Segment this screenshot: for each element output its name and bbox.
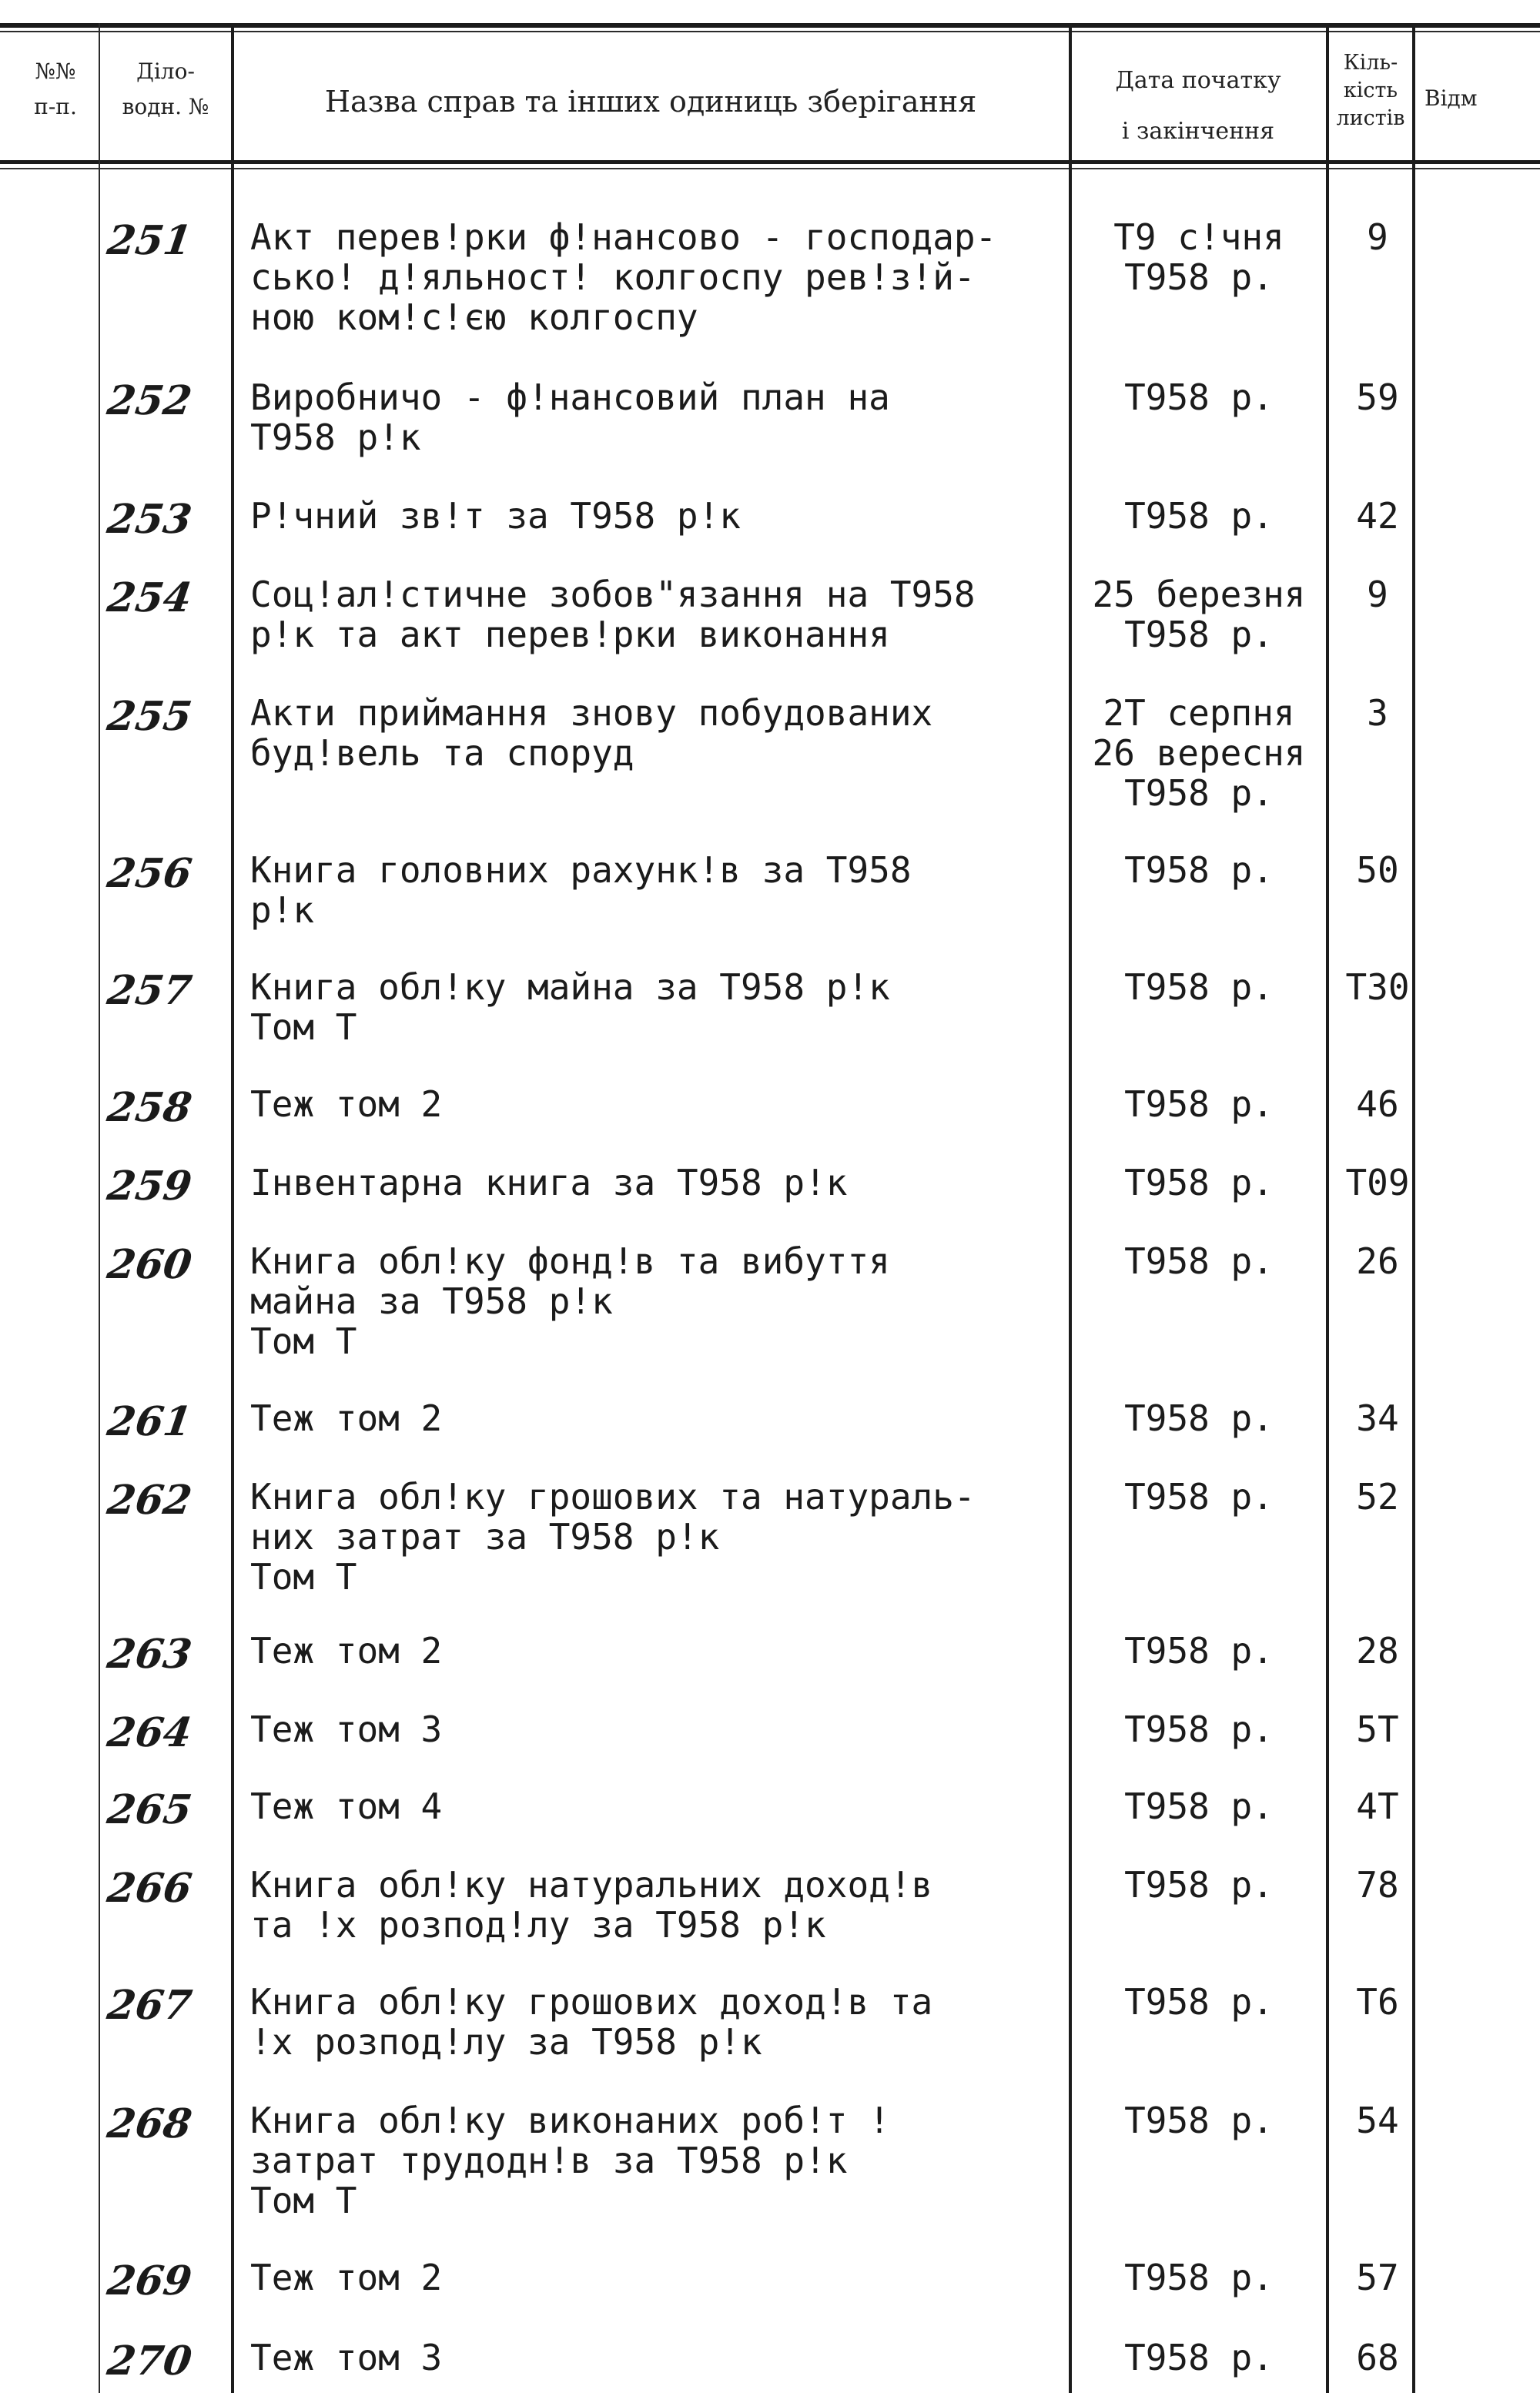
file-dates: Т9 с!чня Т958 р. — [1113, 216, 1284, 298]
sheet-count: 50 — [1356, 849, 1399, 891]
sheet-count: 59 — [1356, 377, 1399, 418]
sheet-count: 78 — [1356, 1864, 1399, 1906]
file-title: Теж том 2 — [250, 1397, 443, 1439]
column-divider — [99, 23, 100, 2393]
file-dates: Т958 р. — [1124, 1709, 1274, 1750]
file-title: Теж том 3 — [250, 2337, 443, 2378]
row-number: 262 — [104, 1477, 195, 1524]
sheet-count: 9 — [1367, 216, 1388, 258]
row-number: 264 — [104, 1709, 195, 1756]
row-number: 260 — [104, 1241, 195, 1288]
sheet-count: 46 — [1356, 1083, 1399, 1125]
row-number: 256 — [104, 850, 195, 897]
header-sheet-count: Кіль- кість листів — [1336, 51, 1405, 130]
file-title: Теж том 3 — [250, 1709, 443, 1750]
file-dates: Т958 р. — [1124, 377, 1274, 418]
sheet-count: 3 — [1367, 692, 1388, 734]
sheet-count: 54 — [1356, 2100, 1399, 2141]
row-number: 268 — [104, 2100, 195, 2147]
row-number: 253 — [104, 496, 195, 543]
sheet-count: Т6 — [1356, 1981, 1399, 2023]
file-dates: Т958 р. — [1124, 1786, 1274, 1827]
file-dates: Т958 р. — [1124, 1476, 1274, 1518]
file-title: Виробничо - ф!нансовий план на Т958 р!к — [250, 377, 890, 458]
column-divider — [1326, 23, 1329, 2393]
sheet-count: 5Т — [1356, 1709, 1399, 1750]
sheet-count: 4Т — [1356, 1786, 1399, 1827]
file-dates: Т958 р. — [1124, 1864, 1274, 1906]
row-number: 257 — [104, 967, 195, 1014]
file-dates: Т958 р. — [1124, 495, 1274, 537]
sheet-count: 34 — [1356, 1397, 1399, 1439]
file-title: Теж том 4 — [250, 1786, 443, 1827]
file-dates: Т958 р. — [1124, 1083, 1274, 1125]
sheet-count: Т30 — [1345, 966, 1410, 1008]
file-dates: Т958 р. — [1124, 966, 1274, 1008]
file-dates: 25 березня Т958 р. — [1092, 574, 1306, 655]
header-office-number: Діло- водн. № — [122, 59, 209, 119]
header-dates: Дата початку і закінчення — [1115, 67, 1281, 145]
file-dates: Т958 р. — [1124, 1397, 1274, 1439]
file-title: Соц!ал!стичне зобов"язання на Т958 р!к та акт перев!рки виконання — [250, 574, 976, 655]
file-dates: Т958 р. — [1124, 1240, 1274, 1282]
file-dates: Т958 р. — [1124, 2337, 1274, 2378]
file-title: Книга обл!ку натуральних доход!в та !х розпод!лу за Т958 р!к — [250, 1864, 933, 1946]
row-number: 266 — [104, 1865, 195, 1912]
file-dates: Т958 р. — [1124, 849, 1274, 891]
row-number: 269 — [104, 2257, 195, 2304]
file-title: Теж том 2 — [250, 1630, 443, 1672]
row-number: 265 — [104, 1786, 195, 1833]
file-title: Теж том 2 — [250, 1083, 443, 1125]
row-number: 270 — [104, 2338, 195, 2385]
file-title: Акт перев!рки ф!нансово - господар- сько! д!яльност! колгоспу рев!з!й- ною ком!с!єю колгоспу — [250, 216, 997, 338]
file-title: Книга обл!ку фонд!в та вибуття майна за Т958 р!к Том Т — [250, 1240, 890, 1362]
file-title: Книга головних рахунк!в за Т958 р!к — [250, 849, 912, 931]
header-serial-number: №№ п-п. — [34, 59, 77, 119]
sheet-count: 26 — [1356, 1240, 1399, 1282]
file-dates: Т958 р. — [1124, 1630, 1274, 1672]
file-title: Книга обл!ку виконаних роб!т ! затрат трудодн!в за Т958 р!к Том Т — [250, 2100, 890, 2221]
row-number: 259 — [104, 1163, 195, 1210]
row-number: 258 — [104, 1084, 195, 1131]
row-number: 267 — [104, 1982, 195, 2029]
header-notes: Відм — [1424, 85, 1478, 111]
file-title: Акти приймання знову побудованих буд!вель та споруд — [250, 692, 933, 774]
file-title: Інвентарна книга за Т958 р!к — [250, 1162, 848, 1203]
sheet-count: Т09 — [1345, 1162, 1410, 1203]
row-number: 261 — [104, 1398, 195, 1445]
sheet-count: 9 — [1367, 574, 1388, 615]
column-divider — [231, 23, 234, 2393]
file-dates: Т958 р. — [1124, 1162, 1274, 1203]
file-title: Книга обл!ку майна за Т958 р!к Том Т — [250, 966, 890, 1048]
file-dates: Т958 р. — [1124, 2100, 1274, 2141]
row-number: 252 — [104, 377, 195, 424]
file-dates: 2Т серпня 26 вересня Т958 р. — [1092, 692, 1306, 814]
sheet-count: 68 — [1356, 2337, 1399, 2378]
sheet-count: 28 — [1356, 1630, 1399, 1672]
sheet-count: 57 — [1356, 2257, 1399, 2298]
file-title: Книга обл!ку грошових та натураль- них затрат за Т958 р!к Том Т — [250, 1476, 976, 1598]
file-title: Теж том 2 — [250, 2257, 443, 2298]
row-number: 251 — [104, 217, 195, 264]
sheet-count: 42 — [1356, 495, 1399, 537]
row-number: 255 — [104, 693, 195, 740]
row-number: 263 — [104, 1631, 195, 1678]
row-number: 254 — [104, 574, 195, 621]
file-title: Книга обл!ку грошових доход!в та !х розпод!лу за Т958 р!к — [250, 1981, 933, 2063]
file-title: Р!чний зв!т за Т958 р!к — [250, 495, 741, 537]
file-dates: Т958 р. — [1124, 2257, 1274, 2298]
file-dates: Т958 р. — [1124, 1981, 1274, 2023]
sheet-count: 52 — [1356, 1476, 1399, 1518]
header-file-title: Назва справ та інших одиниць зберігання — [324, 85, 977, 119]
column-divider — [1069, 23, 1072, 2393]
